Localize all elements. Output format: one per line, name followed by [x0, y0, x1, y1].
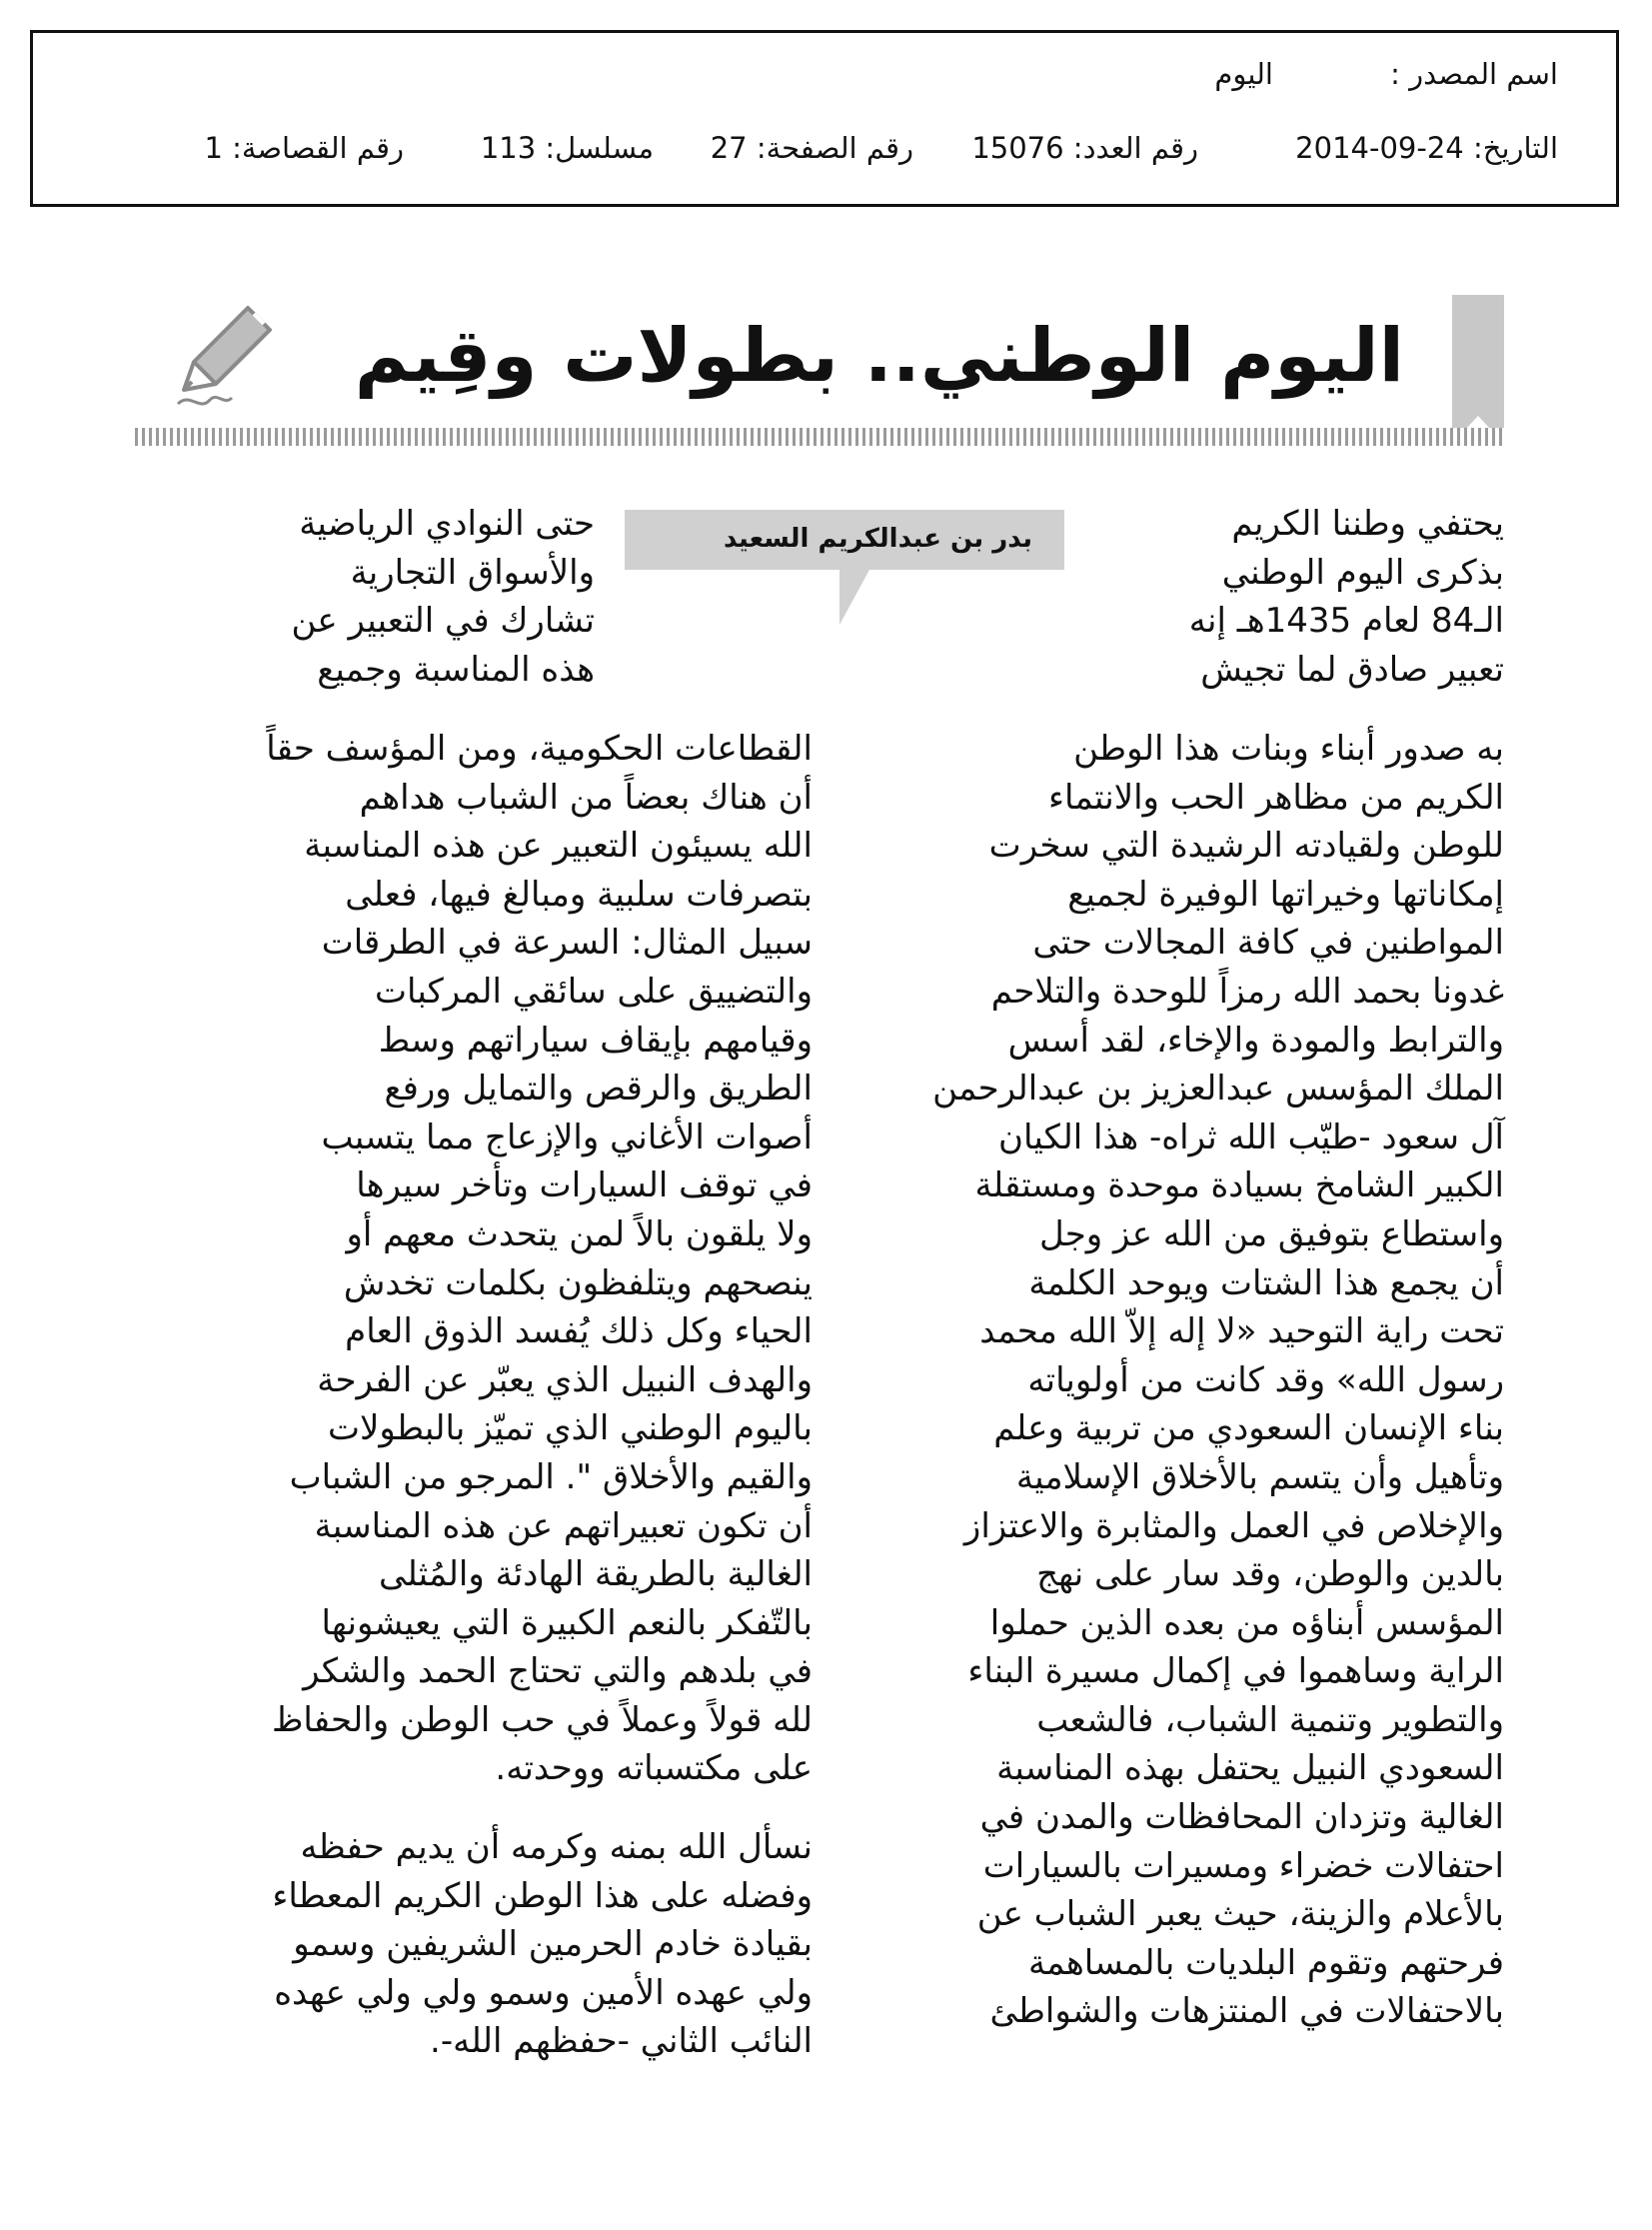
column-text: يحتفي وطننا الكريم بذكرى اليوم الوطني الـ84 لعام 1435هـ إنه تعبير صادق لما تجيش: [1188, 504, 1504, 690]
source-row: [1214, 57, 1558, 91]
bookmark-icon: [1452, 295, 1504, 443]
author-name: بدر بن عبدالكريم السعيد: [723, 524, 1032, 554]
page-field: رقم الصفحة: 27: [710, 131, 913, 165]
column-right: [874, 725, 1504, 2036]
date-field: التاريخ: 24-09-2014: [1295, 131, 1558, 165]
serial-field: مسلسل: 113: [480, 131, 654, 165]
column-right-intro: [1059, 500, 1504, 694]
article-header: [130, 295, 1504, 450]
column-left: [163, 725, 813, 2066]
source-label: اسم المصدر :: [1390, 57, 1558, 91]
column-text: به صدور أبناء وبنات هذا الوطن الكريم من مظاهر الحب والانتماء للوطن ولقيادته الرشيدة التي سخرت إمكاناتها وخيراتها الوفيرة لجميع المواطنين في كافة المجالات حتى غدونا بحمد الله رمزاً للوحدة والتلاحم والترابط والمودة والإخاء، لقد أسس الملك المؤسس عبدالعزيز بن عبدالرحمن آل سعود -طيّب الله ثراه- هذا الكيان الكبير الشامخ بسيادة موحدة ومستقلة واستطاع بتوفيق من الله عز وجل أن يجمع هذا الشتات ويوحد الكلمة تحت راية التوحيد «لا إله إلاّ الله محمد رسول الله» وقد كانت من أولوياته بناء الإنسان السعودي من تربية وعلم وتأهيل وأن يتسم بالأخلاق الإسلامية والإخلاص في العمل والمثابرة والاعتزاز بالدين والوطن، وقد سار على نهج المؤسس أبناؤه من بعده الذين حملوا الراية وساهموا في إكمال مسيرة البناء والتطوير وتنمية الشباب، فالشعب السعودي النبيل يحتفل بهذه المناسبة الغالية وتزدان المحافظات والمدن في احتفالات خضراء ومسيرات بالسيارات بالأعلام والزينة، حيث يعبر الشباب عن فرحتهم وتقوم البلديات بالمساهمة بالاحتفالات في المنتزهات والشواطئ: [932, 729, 1504, 2032]
details-row: [204, 131, 1558, 165]
author-tag: [625, 510, 1064, 570]
issue-field: رقم العدد: 15076: [971, 131, 1198, 165]
column-left-intro: [165, 500, 595, 694]
closing-paragraph: نسأل الله بمنه وكرمه أن يديم حفظه وفضله على هذا الوطن الكريم المعطاء بقيادة خادم الحرمين الشريفين وسمو ولي عهده الأمين وسمو ولي ولي عهده النائب الثاني -حفظهم الله-.: [272, 1827, 813, 2062]
header-divider: [135, 428, 1504, 446]
pen-icon: [170, 300, 280, 410]
source-value: اليوم: [1214, 57, 1273, 91]
article-title: اليوم الوطني.. بطولات وقِيم: [354, 313, 1404, 399]
clip-field: رقم القصاصة: 1: [204, 131, 404, 165]
source-info-box: [30, 30, 1619, 207]
column-text: حتى النوادي الرياضية والأسواق التجارية تشارك في التعبير عن هذه المناسبة وجميع: [291, 504, 595, 690]
column-text: القطاعات الحكومية، ومن المؤسف حقاً أن هناك بعضاً من الشباب هداهم الله يسيئون التعبير عن هذه المناسبة بتصرفات سلبية ومبالغ فيها، فعلى سبيل المثال: السرعة في الطرقات والتضييق على سائقي المركبات وقيامهم بإيقاف سياراتهم وسط الطريق والرقص والتمايل ورفع أصوات الأغاني والإزعاج مما يتسبب في توقف السيارات وتأخر سيرها ولا يلقون بالاً لمن يتحدث معهم أو ينصحهم ويتلفظون بكلمات تخدش الحياء وكل ذلك يُفسد الذوق العام والهدف النبيل الذي يعبّر عن الفرحة باليوم الوطني الذي تميّز بالبطولات والقيم والأخلاق ". المرجو من الشباب أن تكون تعبيراتهم عن هذه المناسبة الغالية بالطريقة الهادئة والمُثلى بالتّفكر بالنعم الكبيرة التي يعيشونها في بلدهم والتي تحتاج الحمد والشكر لله قولاً وعملاً في حب الوطن والحفاظ على مكتسباته ووحدته.: [266, 729, 813, 1789]
